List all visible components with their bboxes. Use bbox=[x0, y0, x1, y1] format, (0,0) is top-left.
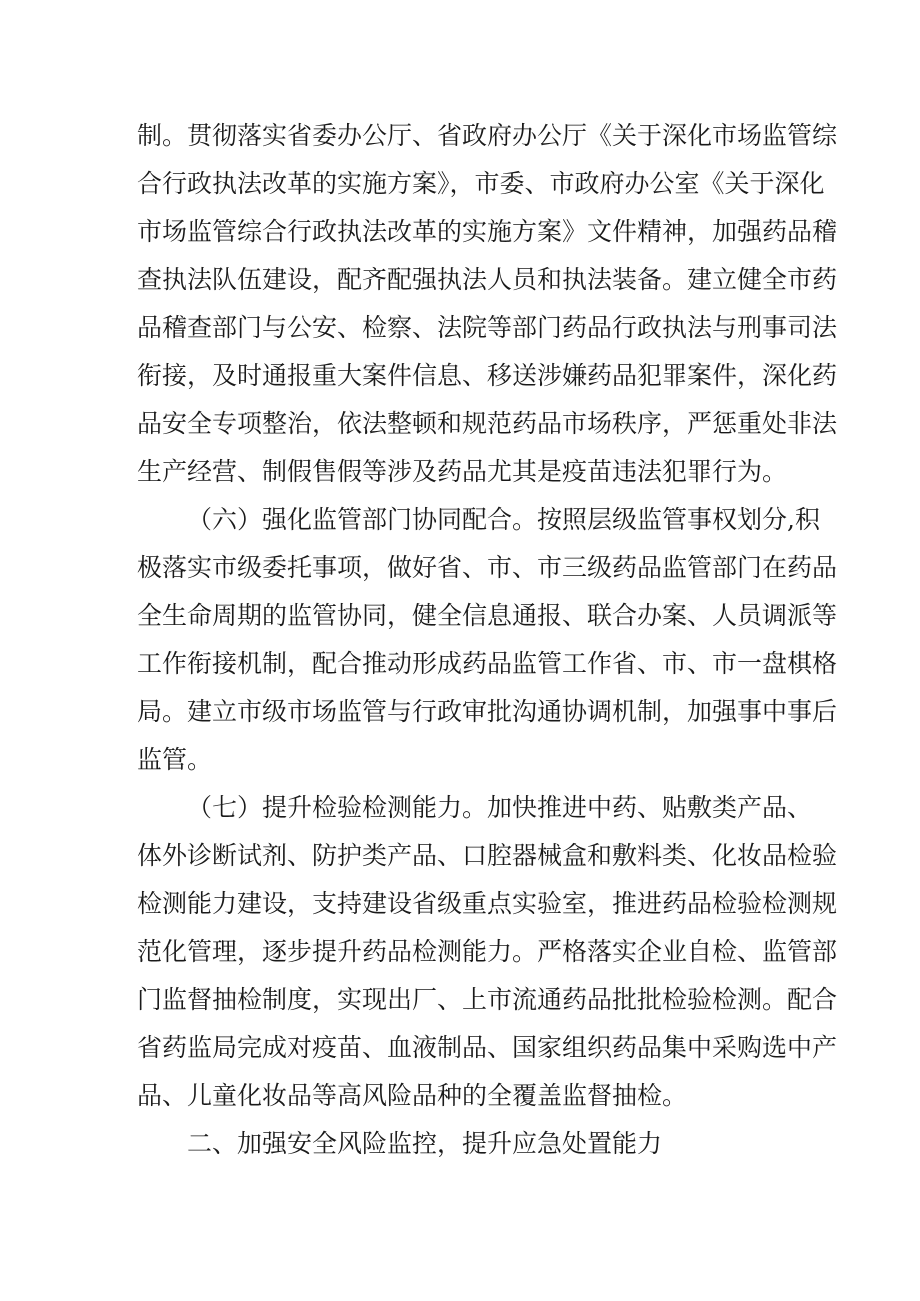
text-line: 查执法队伍建设，配齐配强执法人员和执法装备。建立健全市药 bbox=[137, 265, 838, 294]
text-line: 全生命周期的监管协同，健全信息通报、联合办案、人员调派等 bbox=[137, 601, 838, 630]
text-line: （六）强化监管部门协同配合。按照层级监管事权划分,积 bbox=[187, 505, 820, 534]
text-line: 市场监管综合行政执法改革的实施方案》文件精神，加强药品稽 bbox=[137, 217, 838, 246]
text-line: 局。建立市级市场监管与行政审批沟通协调机制，加强事中事后 bbox=[137, 697, 838, 726]
text-line: 品、儿童化妆品等高风险品种的全覆盖监督抽检。 bbox=[137, 1081, 688, 1110]
text-line: 生产经营、制假售假等涉及药品尤其是疫苗违法犯罪行为。 bbox=[137, 457, 788, 486]
text-line: 衔接，及时通报重大案件信息、移送涉嫌药品犯罪案件，深化药 bbox=[137, 361, 838, 390]
text-line: 极落实市级委托事项，做好省、市、市三级药品监管部门在药品 bbox=[137, 553, 838, 582]
text-line: 检测能力建设，支持建设省级重点实验室，推进药品检验检测规 bbox=[137, 889, 838, 918]
text-line: （七）提升检验检测能力。加快推进中药、贴敷类产品、 bbox=[187, 793, 813, 822]
text-line: 监管。 bbox=[137, 745, 213, 774]
text-line: 制。贯彻落实省委办公厅、省政府办公厅《关于深化市场监管综 bbox=[137, 121, 838, 150]
text-line: 体外诊断试剂、防护类产品、口腔器械盒和敷料类、化妆品检验 bbox=[137, 841, 838, 870]
text-line: 门监督抽检制度，实现出厂、上市流通药品批批检验检测。配合 bbox=[137, 985, 838, 1014]
text-line: 省药监局完成对疫苗、血液制品、国家组织药品集中采购选中产 bbox=[137, 1033, 838, 1062]
text-line: 工作衔接机制，配合推动形成药品监管工作省、市、市一盘棋格 bbox=[137, 649, 838, 678]
text-line: 范化管理，逐步提升药品检测能力。严格落实企业自检、监管部 bbox=[137, 937, 838, 966]
section-heading: 二、加强安全风险监控，提升应急处置能力 bbox=[187, 1129, 663, 1158]
text-line: 品安全专项整治，依法整顿和规范药品市场秩序，严惩重处非法 bbox=[137, 409, 838, 438]
text-line: 品稽查部门与公安、检察、法院等部门药品行政执法与刑事司法 bbox=[137, 313, 838, 342]
text-line: 合行政执法改革的实施方案》，市委、市政府办公室《关于深化 bbox=[137, 169, 825, 198]
